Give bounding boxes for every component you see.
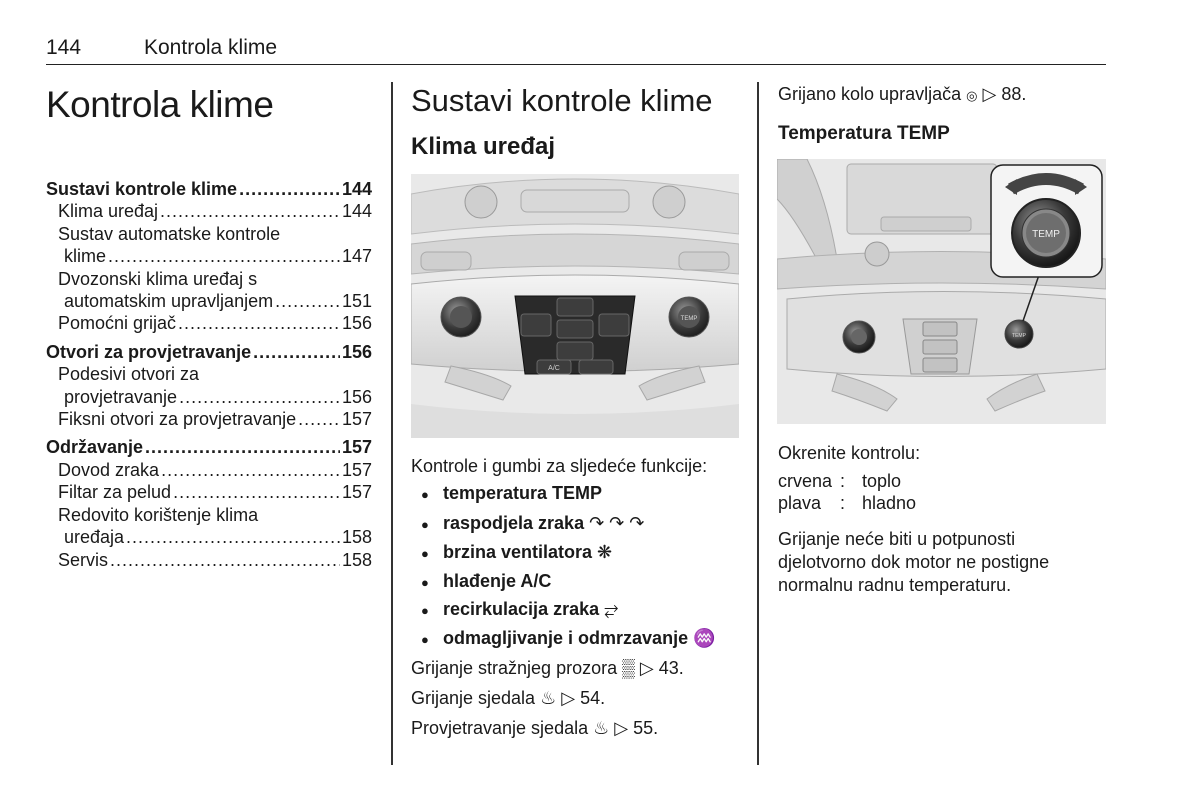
temp-knob-label: TEMP — [1032, 229, 1060, 240]
intro-text: Kontrole i gumbi za sljedeće funkcije: — [411, 456, 708, 476]
function-label: temperatura TEMP — [443, 483, 603, 503]
separator: : — [840, 493, 846, 513]
function-list-item — [421, 628, 716, 649]
chapter-title: Kontrola klime — [46, 84, 274, 125]
toc-leader-dots — [145, 436, 340, 458]
function-list-item — [421, 599, 619, 620]
color-legend-row — [778, 492, 916, 514]
table-of-contents — [46, 178, 372, 571]
toc-leader-dots — [108, 245, 340, 267]
section-title: Sustavi kontrole klime — [411, 83, 713, 118]
climate-panel-figure — [411, 174, 739, 438]
ac-label: A/C — [548, 365, 560, 372]
toc-page-number: 157 — [341, 482, 372, 503]
page-ref-arrow-icon: ▷ — [639, 658, 659, 678]
page-ref: 54. — [580, 688, 606, 708]
toc-leader-dots — [173, 481, 340, 503]
reference-line — [411, 658, 684, 679]
temp-knob-figure — [777, 159, 1106, 424]
toc-entry — [46, 481, 372, 503]
toc-page-number: 156 — [341, 341, 372, 362]
toc-page-number: 151 — [341, 291, 372, 312]
toc-entry — [46, 312, 372, 334]
reference-line — [411, 718, 658, 739]
color-legend-row — [778, 470, 901, 492]
function-list-item — [421, 483, 602, 504]
separator: : — [840, 471, 846, 491]
toc-entry — [46, 408, 372, 430]
toc-page-number: 157 — [341, 409, 372, 430]
recirculation-icon: ⥂ — [599, 599, 619, 619]
steering-wheel-heating-text: Grijano kolo upravljača — [778, 84, 962, 104]
function-list-item — [421, 513, 644, 534]
toc-entry — [46, 526, 372, 548]
toc-entry-label: Podesivi otvori za — [58, 364, 200, 385]
toc-section-entry — [46, 436, 372, 458]
subsection-title: Klima uređaj — [411, 133, 556, 160]
toc-entry-label: automatskim upravljanjem — [64, 291, 274, 312]
color-meaning: toplo — [862, 471, 902, 491]
note-line: Grijanje neće biti u potpunosti — [778, 529, 1016, 549]
color-name: crvena — [778, 471, 833, 491]
toc-entry-label: Dovod zraka — [58, 459, 160, 480]
bullet-icon: ● — [421, 603, 429, 618]
toc-leader-dots — [239, 178, 340, 200]
toc-entry-label: Redovito korištenje klima — [58, 504, 259, 525]
toc-entry-label: Fiksni otvori za provjetravanje — [58, 409, 297, 430]
defrost-icon: ♒ — [688, 628, 716, 648]
page-ref-arrow-icon: ▷ — [614, 718, 634, 738]
toc-section-entry — [46, 341, 372, 363]
chapter-toc-column — [46, 80, 372, 571]
toc-entry — [46, 386, 372, 408]
page-ref: 88. — [1001, 84, 1027, 104]
function-label: hlađenje A/C — [443, 571, 552, 591]
fan-icon: ❋ — [592, 542, 613, 562]
seat-heating-icon: ♨ — [535, 688, 562, 708]
toc-entry-label: Klima uređaj — [58, 201, 159, 222]
toc-entry — [46, 268, 372, 290]
toc-entry-label: Filtar za pelud — [58, 482, 172, 503]
toc-section-entry — [46, 178, 372, 200]
toc-leader-dots — [161, 459, 340, 481]
temp-label: TEMP — [680, 316, 698, 322]
function-list-item — [421, 542, 612, 563]
toc-entry-label: Održavanje — [46, 437, 144, 458]
toc-leader-dots — [110, 549, 340, 571]
main-column — [411, 80, 741, 161]
toc-entry-label: Sustavi kontrole klime — [46, 179, 238, 199]
toc-page-number: 158 — [341, 549, 372, 570]
running-title: Kontrola klime — [144, 36, 278, 59]
bullet-icon: ● — [421, 487, 429, 502]
page-ref: 55. — [633, 718, 659, 738]
note-line: normalnu radnu temperaturu. — [778, 575, 1012, 595]
toc-leader-dots — [275, 290, 340, 312]
page-ref: 43. — [658, 658, 684, 678]
color-meaning: hladno — [862, 493, 917, 513]
toc-leader-dots — [160, 200, 340, 222]
bullet-icon: ● — [421, 517, 429, 532]
note-line: djelotvorno dok motor ne postigne — [778, 552, 1050, 572]
bullet-icon: ● — [421, 546, 429, 561]
toc-entry — [46, 290, 372, 312]
page-ref-arrow-icon: ▷ — [982, 84, 997, 104]
function-label: recirkulacija zraka — [443, 599, 600, 619]
page-header — [46, 36, 1106, 65]
toc-page-number: 157 — [341, 459, 372, 480]
toc-entry-label: Servis — [58, 549, 109, 570]
air-distribution-icons: ↷ ↷ ↷ — [584, 513, 645, 533]
reference-text: Grijanje sjedala — [411, 688, 536, 708]
toc-entry — [46, 549, 372, 571]
function-label: brzina ventilatora — [443, 542, 593, 562]
toc-leader-dots — [179, 386, 340, 408]
bullet-icon: ● — [421, 632, 429, 647]
color-name: plava — [778, 493, 822, 513]
toc-page-number: 144 — [341, 201, 372, 222]
toc-page-number: 144 — [341, 179, 372, 199]
toc-entry-label: klime — [64, 246, 107, 267]
function-list-item — [421, 571, 551, 592]
toc-leader-dots — [178, 312, 340, 334]
function-label: odmagljivanje i odmrzavanje — [443, 628, 689, 648]
toc-entry — [46, 459, 372, 481]
toc-entry-label: uređaja — [64, 527, 125, 548]
page-number: 144 — [46, 36, 82, 59]
toc-entry-label: Pomoćni grijač — [58, 313, 177, 334]
warming-note — [778, 528, 1049, 597]
toc-entry-label: Dvozonski klima uređaj s — [58, 268, 258, 289]
reference-line — [411, 688, 605, 709]
toc-entry — [46, 504, 372, 526]
seat-ventilation-icon: ♨ — [588, 718, 615, 738]
instruction-text: Okrenite kontrolu: — [778, 443, 921, 463]
toc-page-number: 156 — [341, 386, 372, 407]
toc-entry — [46, 223, 372, 245]
toc-leader-dots — [126, 526, 340, 548]
toc-entry-label: provjetravanje — [64, 386, 178, 407]
column-divider — [391, 82, 393, 765]
function-label: raspodjela zraka — [443, 513, 585, 533]
temp-knob-illustration — [777, 159, 1106, 424]
column-divider — [757, 82, 759, 765]
temperature-heading: Temperatura TEMP — [778, 123, 950, 144]
toc-entry-label: Otvori za provjetravanje — [46, 341, 252, 362]
reference-text: Grijanje stražnjeg prozora — [411, 658, 618, 678]
reference-text: Provjetravanje sjedala — [411, 718, 589, 738]
toc-page-number: 156 — [341, 313, 372, 334]
toc-leader-dots — [253, 341, 340, 363]
steering-wheel-icon: ◎ — [966, 88, 978, 103]
bullet-icon: ● — [421, 575, 429, 590]
climate-control-panel-illustration — [411, 174, 739, 438]
toc-entry-label: Sustav automatske kontrole — [58, 223, 281, 244]
rear-window-heating-icon: ▒ — [617, 658, 640, 678]
toc-page-number: 147 — [341, 246, 372, 267]
temp-small-label: TEMP — [1012, 333, 1026, 339]
toc-entry — [46, 363, 372, 385]
page-ref-arrow-icon: ▷ — [561, 688, 581, 708]
toc-entry — [46, 245, 372, 267]
toc-leader-dots — [298, 408, 340, 430]
toc-entry — [46, 200, 372, 222]
steering-wheel-heating-line — [778, 84, 1026, 105]
toc-page-number: 158 — [341, 527, 372, 548]
toc-page-number: 157 — [341, 437, 372, 458]
